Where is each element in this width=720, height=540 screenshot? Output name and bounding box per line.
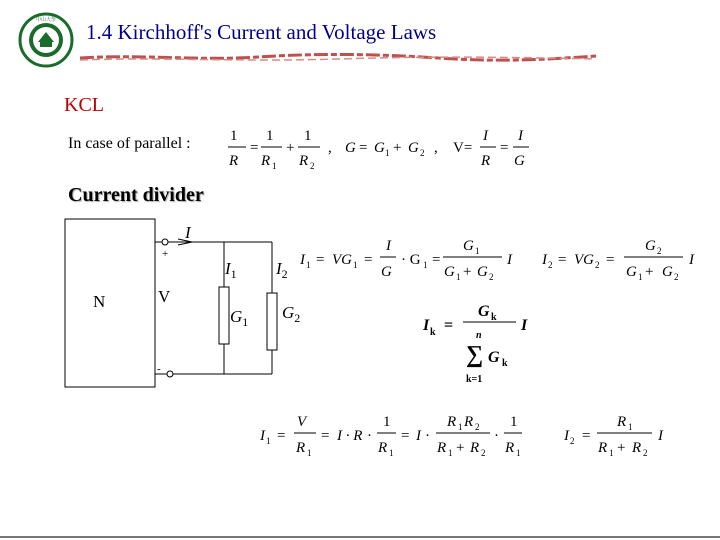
svg-text:2: 2 xyxy=(674,272,679,282)
i2-conductance-formula xyxy=(541,238,695,282)
svg-text:1: 1 xyxy=(456,272,461,282)
svg-text:1: 1 xyxy=(638,272,643,282)
g2-label: $G_2$ xyxy=(282,303,301,325)
svg-text:I: I xyxy=(518,128,523,144)
svg-text:=: = xyxy=(401,428,410,444)
bottom-rule xyxy=(0,536,720,538)
svg-text:2: 2 xyxy=(643,448,648,458)
i2-label: $I_2$ xyxy=(276,259,288,281)
svg-text:I: I xyxy=(658,428,663,444)
svg-text:I: I xyxy=(423,317,430,334)
svg-text:2: 2 xyxy=(489,272,494,282)
svg-text:G: G xyxy=(478,303,490,320)
svg-text:1: 1 xyxy=(306,260,311,270)
svg-text:=: = xyxy=(444,317,454,334)
svg-text:2: 2 xyxy=(595,260,600,270)
svg-text:G: G xyxy=(463,238,474,254)
svg-text:G: G xyxy=(374,140,385,156)
slide-title: 1.4 Kirchhoff's Current and Voltage Laws xyxy=(86,20,437,44)
svg-text:2: 2 xyxy=(420,148,425,158)
svg-text:R: R xyxy=(447,414,457,430)
svg-text:+: + xyxy=(393,140,402,156)
svg-text:1: 1 xyxy=(304,128,312,144)
svg-text:G: G xyxy=(477,264,488,280)
svg-text:1: 1 xyxy=(272,161,277,171)
svg-text:=: = xyxy=(582,428,591,444)
svg-text:G: G xyxy=(626,264,637,280)
svg-text:+: + xyxy=(617,440,626,456)
svg-text:=: = xyxy=(321,428,330,444)
minus-sign: - xyxy=(157,363,161,375)
svg-text:=: = xyxy=(316,252,325,268)
g2-resistor xyxy=(267,293,277,350)
svg-text:G: G xyxy=(345,140,356,156)
svg-text:VG: VG xyxy=(332,252,352,268)
svg-text:VG: VG xyxy=(574,252,594,268)
top-terminal xyxy=(162,239,168,245)
svg-text:中山大學: 中山大學 xyxy=(35,17,57,23)
svg-text:2: 2 xyxy=(475,422,480,432)
svg-text:2: 2 xyxy=(548,260,553,270)
svg-text:1: 1 xyxy=(383,414,391,430)
svg-text:+: + xyxy=(645,264,654,280)
svg-text:R: R xyxy=(378,440,388,456)
svg-text:∑: ∑ xyxy=(466,342,484,368)
svg-text:V=: V= xyxy=(453,140,473,156)
parallel-resistance-formula xyxy=(228,128,529,171)
svg-text:R: R xyxy=(296,440,306,456)
svg-text:k: k xyxy=(491,312,497,323)
svg-text:=: = xyxy=(432,252,441,268)
voltage-label: V xyxy=(158,287,171,306)
svg-text:V: V xyxy=(297,414,307,430)
svg-text:1: 1 xyxy=(266,436,271,446)
svg-text:,: , xyxy=(434,140,438,156)
svg-text:1: 1 xyxy=(628,422,633,432)
svg-text:=: = xyxy=(500,140,509,156)
svg-text:I: I xyxy=(386,238,391,254)
current-divider-heading: Current divider xyxy=(68,184,204,206)
kcl-heading: KCL xyxy=(64,94,104,116)
svg-text:+: + xyxy=(463,264,472,280)
svg-text:=: = xyxy=(606,252,615,268)
svg-text:,: , xyxy=(328,140,332,156)
svg-text:R: R xyxy=(464,414,474,430)
svg-text:=: = xyxy=(250,140,259,156)
svg-text:I: I xyxy=(300,252,305,268)
svg-text:I: I xyxy=(416,428,421,444)
plus-sign: + xyxy=(162,248,169,260)
svg-text:G: G xyxy=(645,238,656,254)
svg-text:R: R xyxy=(437,440,447,456)
svg-text:1: 1 xyxy=(353,260,358,270)
svg-text:1: 1 xyxy=(458,422,463,432)
svg-text:I · R: I · R xyxy=(337,428,363,444)
svg-text:1: 1 xyxy=(448,448,453,458)
i1-conductance-formula xyxy=(299,238,513,282)
svg-text:I: I xyxy=(542,252,547,268)
svg-text:G: G xyxy=(514,153,525,169)
svg-text:R: R xyxy=(598,440,608,456)
current-label: I xyxy=(185,223,191,242)
parallel-intro-text: In case of parallel : xyxy=(68,135,191,152)
svg-text:I: I xyxy=(483,128,488,144)
svg-text:k: k xyxy=(502,358,508,369)
g1-label: $G_1$ xyxy=(230,307,249,329)
svg-text:1: 1 xyxy=(389,448,394,458)
svg-text:G: G xyxy=(408,140,419,156)
svg-text:R: R xyxy=(481,153,491,169)
i1-resistance-formula xyxy=(259,414,522,458)
svg-text:I: I xyxy=(689,252,694,268)
svg-text:2: 2 xyxy=(481,448,486,458)
svg-text:=: = xyxy=(364,252,373,268)
svg-text:=: = xyxy=(277,428,286,444)
svg-text:G: G xyxy=(488,349,500,366)
svg-text:R: R xyxy=(617,414,627,430)
i2-resistance-formula xyxy=(563,414,664,458)
svg-text:1: 1 xyxy=(609,448,614,458)
svg-text:+: + xyxy=(456,440,465,456)
svg-text:R: R xyxy=(299,153,309,169)
svg-text:R: R xyxy=(261,153,271,169)
svg-text:·: · xyxy=(494,428,499,444)
svg-text:1: 1 xyxy=(266,128,274,144)
svg-text:1: 1 xyxy=(516,448,521,458)
svg-text:I: I xyxy=(507,252,512,268)
svg-text:2: 2 xyxy=(657,246,662,256)
svg-text:n: n xyxy=(476,330,482,341)
svg-text:G: G xyxy=(662,264,673,280)
svg-text:1: 1 xyxy=(385,148,390,158)
svg-text:k=1: k=1 xyxy=(466,374,483,385)
svg-text:R: R xyxy=(632,440,642,456)
svg-text:+: + xyxy=(286,140,295,156)
svg-text:=: = xyxy=(359,140,368,156)
network-box xyxy=(65,219,155,387)
svg-text:G: G xyxy=(381,264,392,280)
svg-text:k: k xyxy=(430,327,436,338)
i1-label: $I_1$ xyxy=(225,259,237,281)
svg-text:1: 1 xyxy=(475,246,480,256)
svg-text:·: · xyxy=(425,428,430,444)
svg-text:1: 1 xyxy=(510,414,518,430)
svg-text:=: = xyxy=(558,252,567,268)
svg-text:G: G xyxy=(444,264,455,280)
bottom-terminal xyxy=(167,371,173,377)
svg-text:R: R xyxy=(470,440,480,456)
svg-text:2: 2 xyxy=(570,436,575,446)
svg-text:R: R xyxy=(505,440,515,456)
svg-text:1: 1 xyxy=(230,128,238,144)
svg-text:·: · xyxy=(367,428,372,444)
svg-text:I: I xyxy=(564,428,569,444)
svg-text:2: 2 xyxy=(310,161,315,171)
svg-text:1: 1 xyxy=(307,448,312,458)
svg-text:1: 1 xyxy=(423,260,428,270)
svg-text:R: R xyxy=(229,153,239,169)
g1-resistor xyxy=(219,287,229,344)
svg-text:· G: · G xyxy=(401,252,421,268)
svg-text:I: I xyxy=(521,317,528,334)
ik-general-formula xyxy=(422,303,528,385)
network-label: N xyxy=(93,292,106,311)
svg-text:I: I xyxy=(260,428,265,444)
